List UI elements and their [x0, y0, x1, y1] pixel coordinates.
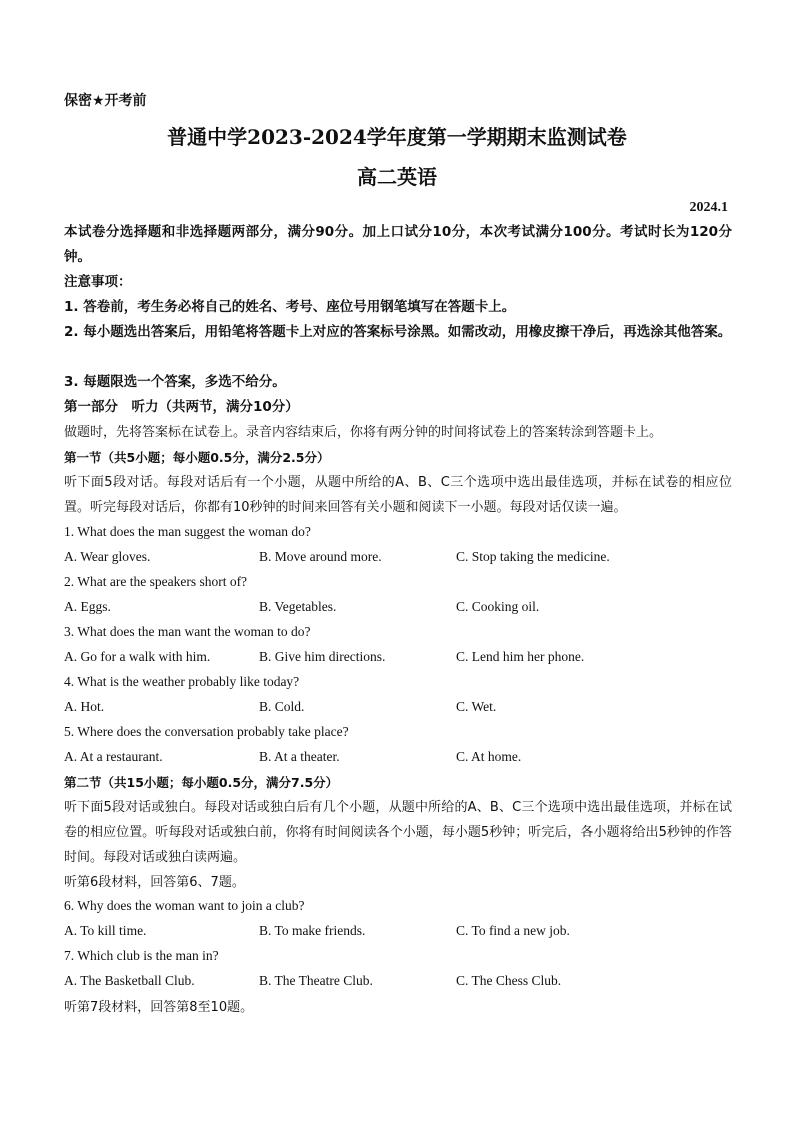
option-b: B. The Theatre Club.: [259, 973, 373, 988]
question-3: 3. What does the man want the woman to do?: [64, 624, 311, 639]
part1-instruction: 做题时，先将答案标在试卷上。录音内容结束后，你将有两分钟的时间将试卷上的答案转涂到答题卡上。: [64, 425, 663, 440]
option-c: C. Cooking oil.: [456, 599, 540, 614]
option-a: A. Go for a walk with him.: [64, 649, 211, 664]
option-c: C. The Chess Club.: [456, 973, 562, 988]
notice-item: 1. 答卷前，考生务必将自己的姓名、考号、座位号用钢笔填写在答题卡上。: [64, 299, 516, 315]
question-5: 5. Where does the conversation probably take place?: [64, 724, 349, 739]
material-7-prompt: 听第7段材料，回答第8至10题。: [64, 1000, 254, 1015]
option-c: C. Wet.: [456, 699, 497, 714]
option-a: A. Eggs.: [64, 599, 111, 614]
option-a: A. The Basketball Club.: [64, 973, 195, 988]
section2-instruction: 听下面5段对话或独白。每段对话或独白后有几个小题，从题中所给的A、B、C三个选项中选出最佳选项，并标在试卷的相应位置。听每段对话或独白前，你将有时间阅读各个小题，每小题5秒钟；听完后，各小题将给出5秒钟的作答时间。每段对话或独白读两遍。: [64, 800, 732, 865]
option-c: C. At home.: [456, 749, 522, 764]
exam-statement: 本试卷分选择题和非选择题两部分，满分90分。加上口试分10分，本次考试满分100分。考试时长为120分钟。: [64, 224, 732, 265]
question-6: 6. Why does the woman want to join a club?: [64, 898, 305, 913]
option-b: B. Give him directions.: [259, 649, 386, 664]
option-b: B. Move around more.: [259, 549, 382, 564]
option-b: B. To make friends.: [259, 923, 366, 938]
section1-instruction: 听下面5段对话。每段对话后有一个小题，从题中所给的A、B、C三个选项中选出最佳选项，并标在试卷的相应位置。听完每段对话后，你都有10秒钟的时间来回答有关小题和阅读下一小题。每段对话仅读一遍。: [64, 475, 732, 515]
notice-item: 2. 每小题选出答案后，用铅笔将答题卡上对应的答案标号涂黑。如需改动，用橡皮擦干净后，再选涂其他答案。: [64, 324, 732, 340]
option-a: A. At a restaurant.: [64, 749, 163, 764]
option-c: C. Lend him her phone.: [456, 649, 585, 664]
exam-title: 普通中学2023-2024学年度第一学期期末监测试卷: [167, 125, 627, 149]
confidential-mark: 保密★开考前: [64, 93, 147, 109]
option-c: C. To find a new job.: [456, 923, 570, 938]
material-6-prompt: 听第6段材料，回答第6、7题。: [64, 875, 245, 890]
notice-item: 3. 每题限选一个答案，多选不给分。: [64, 374, 286, 390]
exam-subject: 高二英语: [357, 165, 437, 189]
option-a: A. Hot.: [64, 699, 105, 714]
option-a: A. Wear gloves.: [64, 549, 151, 564]
option-b: B. Cold.: [259, 699, 305, 714]
section1-title: 第一节（共5小题；每小题0.5分，满分2.5分）: [64, 450, 330, 465]
section2-title: 第二节（共15小题；每小题0.5分，满分7.5分）: [64, 775, 339, 790]
option-b: B. Vegetables.: [259, 599, 337, 614]
question-1: 1. What does the man suggest the woman do?: [64, 524, 311, 539]
question-7: 7. Which club is the man in?: [64, 948, 219, 963]
notice-title: 注意事项：: [64, 274, 132, 290]
question-2: 2. What are the speakers short of?: [64, 574, 248, 589]
exam-date: 2024.1: [689, 200, 728, 215]
option-c: C. Stop taking the medicine.: [456, 549, 610, 564]
part1-title: 第一部分 听力（共两节，满分10分）: [64, 399, 299, 415]
option-b: B. At a theater.: [259, 749, 340, 764]
question-4: 4. What is the weather probably like today?: [64, 674, 300, 689]
option-a: A. To kill time.: [64, 923, 147, 938]
